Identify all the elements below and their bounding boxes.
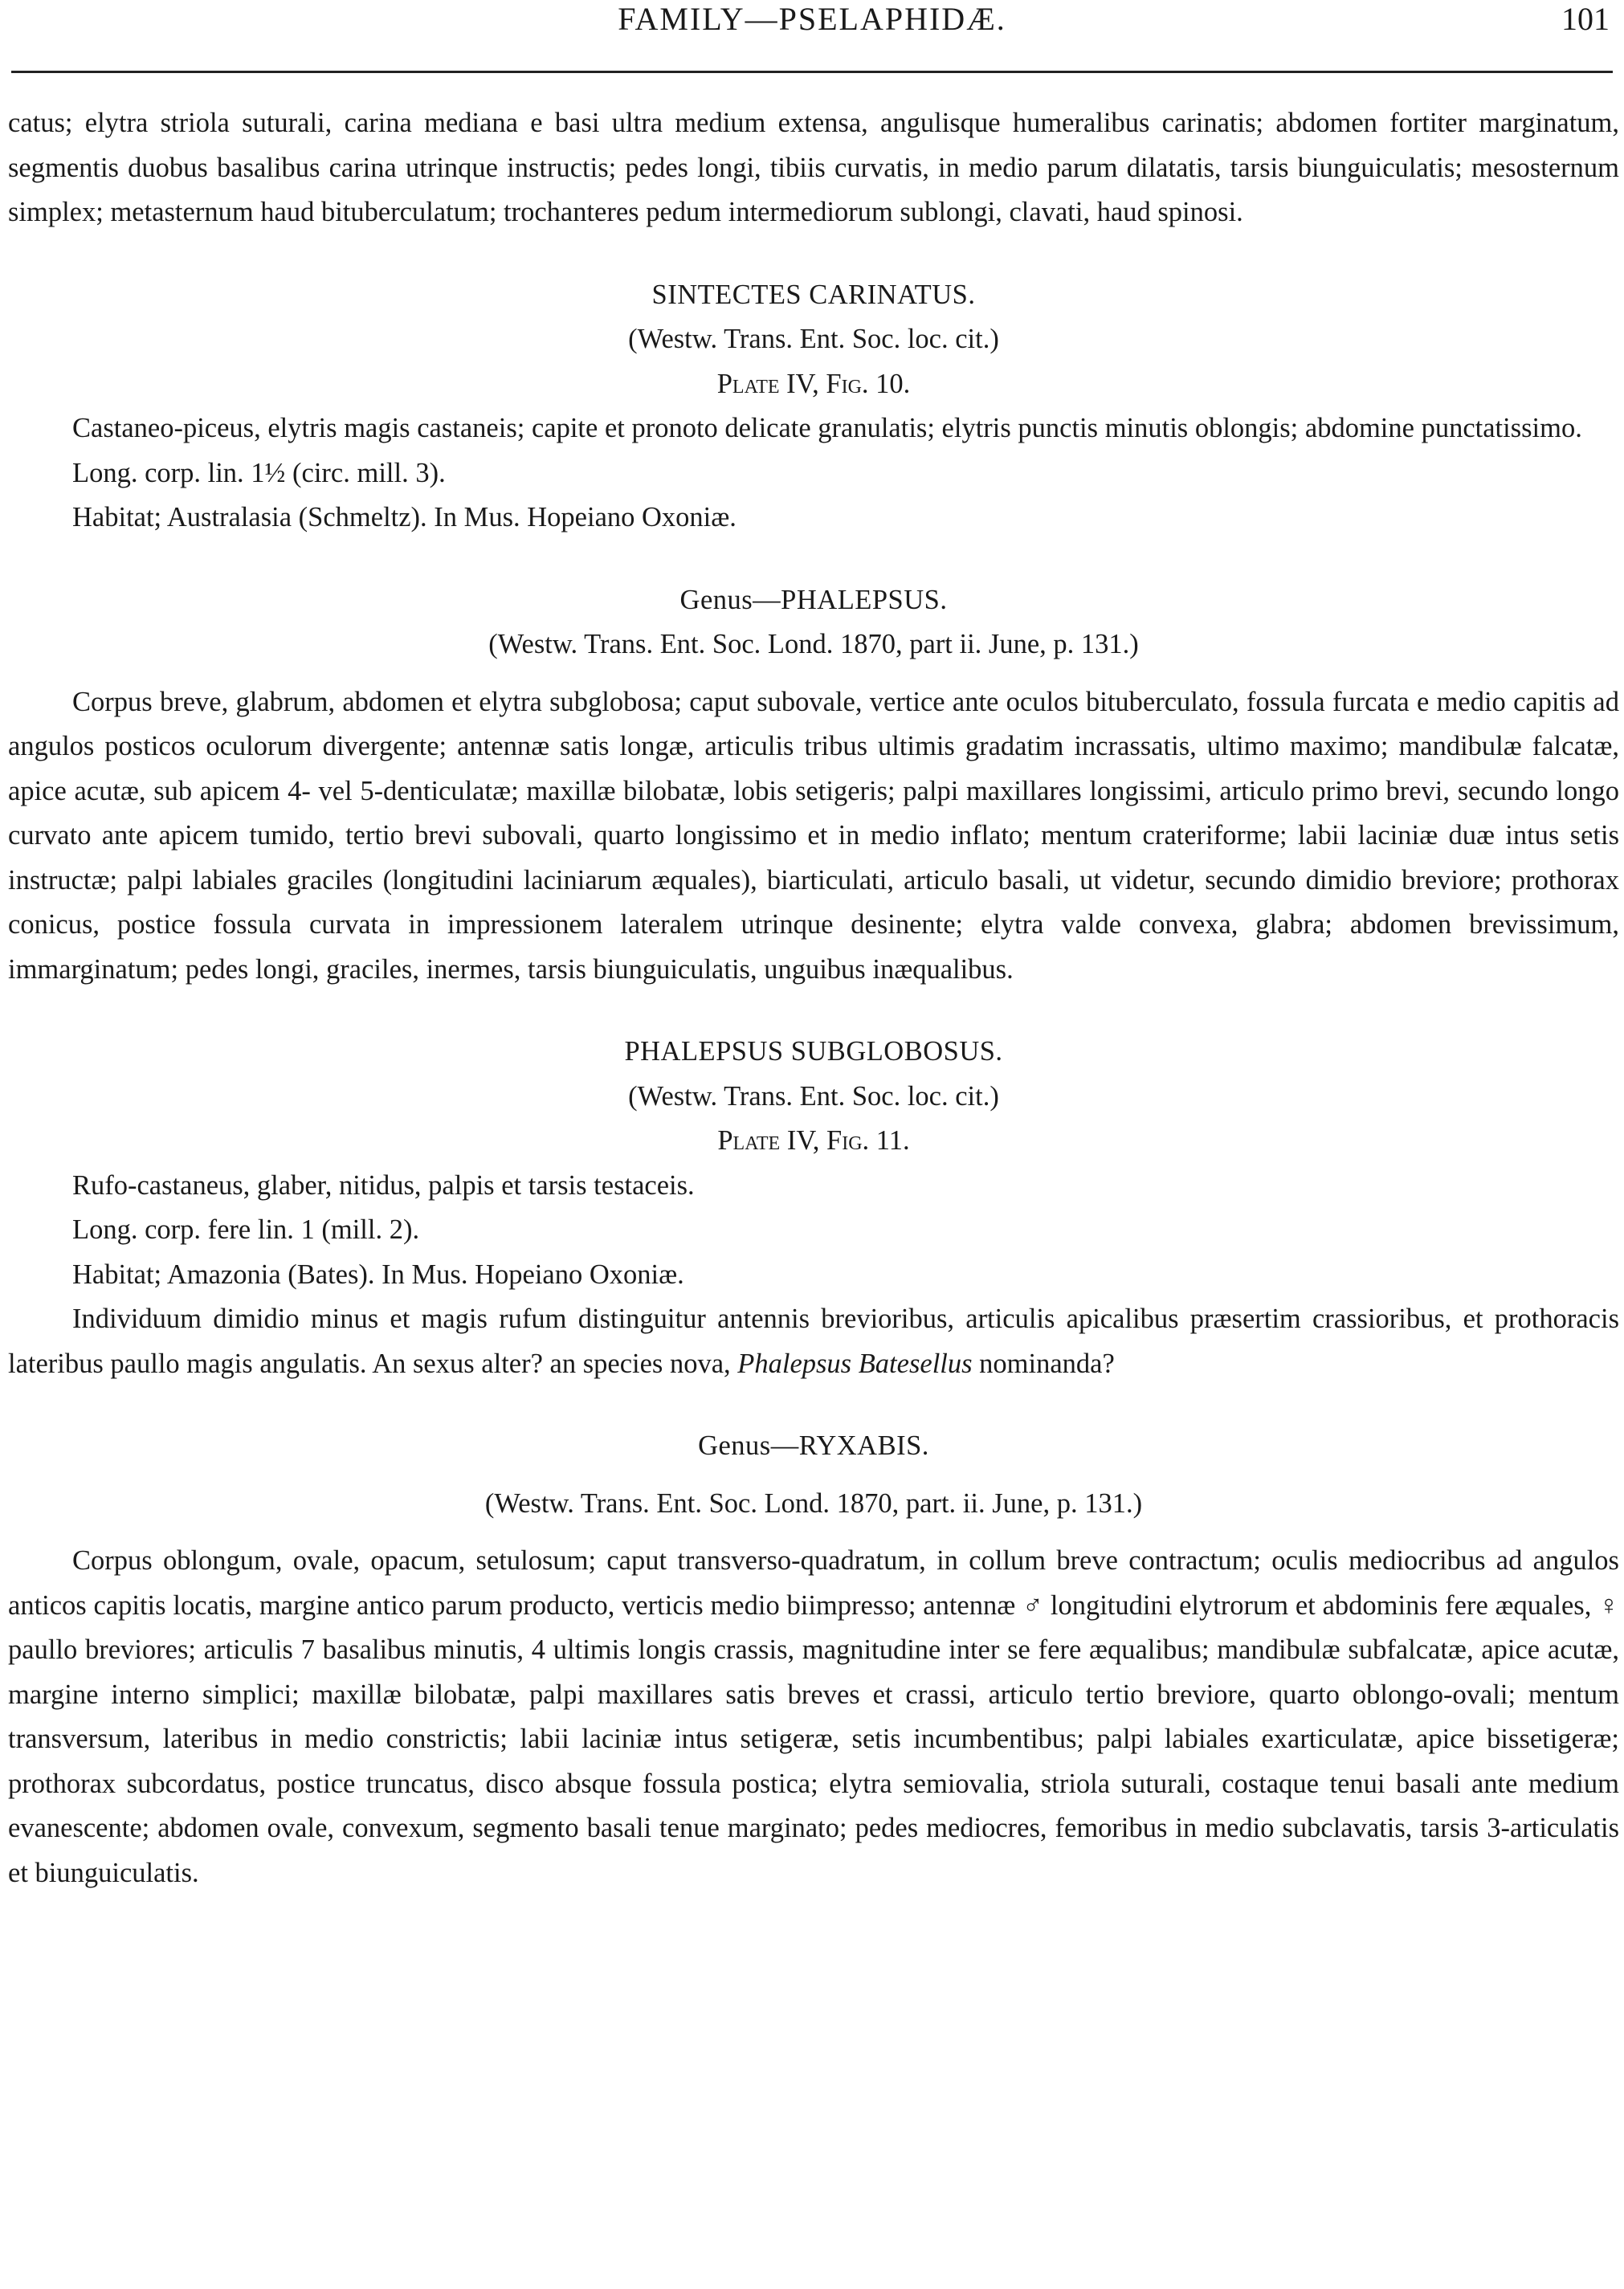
intro-paragraph: catus; elytra striola suturali, carina mediana e basi ultra medium extensa, angulisque humeralibus carinatis; abdomen fortiter marginatum, segmentis duobus basalibus carina utrinque instructis; pedes longi, tibiis curvatis, in medio parum dilatatis, tarsis biunguiculatis; mesosternum simplex; metasternum haud bituberculatum; trochanteres pedum intermediorum sublongi, clavati, haud spinosi. <box>8 108 1619 227</box>
species-habitat-phalepsus: Habitat; Amazonia (Bates). In Mus. Hopeiano Oxoniæ. <box>72 1259 684 1290</box>
note-tail: nominanda? <box>972 1348 1115 1379</box>
species-description-phalepsus: Rufo-castaneus, glaber, nitidus, palpis et tarsis testaceis. <box>72 1169 695 1201</box>
species-length-sintectes: Long. corp. lin. 1½ (circ. mill. 3). <box>72 457 446 488</box>
species-heading-sintectes: SINTECTES CARINATUS. <box>651 279 976 310</box>
genus-heading-phalepsus: Genus—PHALEPSUS. <box>679 584 948 615</box>
plate-reference-sintectes: Plate IV, Fig. 10. <box>716 368 911 399</box>
species-description-sintectes: Castaneo-piceus, elytris magis castaneis; capite et pronoto delicate granulatis; elytris punctis minutis oblongis; abdomine punctatissimo. <box>72 413 1582 443</box>
plate-reference-phalepsus: Plate IV, Fig. 11. <box>717 1125 910 1156</box>
species-note-phalepsus <box>8 1297 1619 1386</box>
header-rule <box>11 71 1613 73</box>
species-heading-phalepsus: PHALEPSUS SUBGLOBOSUS. <box>624 1036 1003 1067</box>
page-number: 101 <box>1561 1 1610 37</box>
genus-description-ryxabis: Corpus oblongum, ovale, opacum, setulosum; caput transverso-quadratum, in collum breve contractum; oculis mediocribus ad angulos anticos capitis locatis, margine antico parum producto, verticis medio biimpresso; antennæ ♂ longitudini elytrorum et abdominis fere æquales, ♀ paullo breviores; articulis 7 basalibus minutis, 4 ultimis longis crassis, magnitudine inter se fere æqualibus; mandibulæ subfalcatæ, apice acutæ, margine interno simplici; maxillæ bilobatæ, palpi maxillares satis breves et crassi, articulo tertio breviore, quarto oblongo-ovali; mentum transversum, lateribus in medio constrictis; labii laciniæ intus setigeræ, setis incumbentibus; palpi labiales exarticulatæ, apice bissetigeræ; prothorax subcordatus, postice truncatus, disco absque fossula postica; elytra semiovalia, striola suturali, costaque tenui basali ante medium evanescente; abdomen ovale, convexum, segmento basali tenue marginato; pedes mediocres, femoribus in medio subclavatis, tarsis 3-articulatis et biunguiculatis. <box>8 1545 1619 1888</box>
genus-reference-ryxabis: (Westw. Trans. Ent. Soc. Lond. 1870, part. ii. June, p. 131.) <box>484 1487 1143 1519</box>
note-species-name: Phalepsus Batesellus <box>737 1348 973 1379</box>
genus-description-phalepsus: Corpus breve, glabrum, abdomen et elytra subglobosa; caput subovale, vertice ante oculos bituberculato, fossula furcata e medio capitis ad angulos posticos oculorum divergente; antennæ satis longæ, articulis tribus ultimis gradatim incrassatis, ultimo maximo; mandibulæ falcatæ, apice acutæ, sub apicem 4- vel 5-denticulatæ; maxillæ bilobatæ, lobis setigeris; palpi maxillares longissimi, articulo primo brevi, secundo longo curvato ante apicem tumido, tertio brevi subovali, quarto longissimo et in medio inflato; mentum crateriforme; labii laciniæ duæ intus setis instructæ; palpi labiales graciles (longitudini laciniarum æquales), biarticulati, articulo basali, ut videtur, secundo dimidio breviore; prothorax conicus, postice fossula curvata in impressionem lateralem utrinque desinente; elytra valde convexa, glabra; abdomen brevissimum, immarginatum; pedes longi, graciles, inermes, tarsis biunguiculatis, unguibus inæqualibus. <box>8 686 1619 985</box>
species-reference-phalepsus: (Westw. Trans. Ent. Soc. loc. cit.) <box>628 1080 999 1112</box>
running-head <box>0 0 1624 39</box>
genus-reference-phalepsus: (Westw. Trans. Ent. Soc. Lond. 1870, part ii. June, p. 131.) <box>488 629 1139 659</box>
running-title: FAMILY—PSELAPHIDÆ. <box>618 1 1006 37</box>
species-reference-sintectes: (Westw. Trans. Ent. Soc. loc. cit.) <box>628 324 999 354</box>
note-text: Individuum dimidio minus et magis rufum distinguitur antennis brevioribus, articulis apicalibus præsertim crassioribus, et prothoracis lateribus paullo magis angulatis. An sexus alter? an species nova, <box>8 1304 1619 1379</box>
genus-heading-ryxabis: Genus—RYXABIS. <box>698 1430 929 1461</box>
species-habitat-sintectes: Habitat; Australasia (Schmeltz). In Mus. Hopeiano Oxoniæ. <box>72 502 737 532</box>
species-length-phalepsus: Long. corp. fere lin. 1 (mill. 2). <box>72 1214 420 1245</box>
page-body <box>8 101 1619 1895</box>
